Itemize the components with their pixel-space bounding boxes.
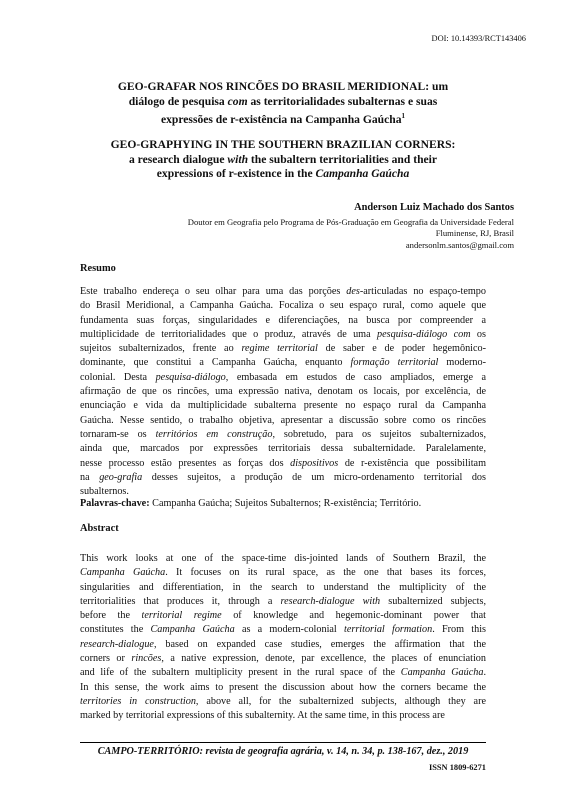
keywords-value: Campanha Gaúcha; Sujeitos Subalternos; R-existência; Território. bbox=[149, 498, 422, 509]
journal-citation: CAMPO-TERRITÓRIO: revista de geografia agrária, v. 14, n. 34, p. 138-167, dez., 2019 bbox=[97, 746, 469, 757]
keywords-label: Palavras-chave: bbox=[80, 498, 150, 509]
doi-label: DOI: 10.14393/RCT143406 bbox=[431, 34, 526, 43]
resumo-heading: Resumo bbox=[80, 263, 116, 274]
resumo-body bbox=[80, 285, 486, 499]
text-line: ainda que, marcados por expressões territoriais dessa subalternidade. Paralelamente, bbox=[80, 443, 486, 455]
text-line: marked by territorial expressions of this subalternity. At the same time, in this process are bbox=[80, 710, 445, 722]
text-line: fundamenta suas forças, singularidades e diferenciações, na busca por compreender a bbox=[80, 314, 486, 326]
text-line: corners or rincões, a native expression, denote, par excellence, the places of enunciation bbox=[80, 653, 486, 665]
text-line: territorialities that produces it, through a research-dialogue with subalternized subjects, bbox=[80, 595, 487, 607]
text-line: singularities and differentiation, in the search to understand the multiplicity of the bbox=[80, 581, 486, 593]
text-line: na geo-grafia desses sujeitos, a produção de um micro-ordenamento territorial dos bbox=[80, 471, 486, 483]
footer-rule bbox=[80, 742, 486, 743]
text-line: tornaram-se os territórios em construção, sobretudo, para os sujeitos subalternizados, bbox=[80, 428, 486, 440]
title-en-line-3: expressions of r-existence in the Campanha Gaúcha bbox=[156, 167, 410, 180]
author-block bbox=[188, 202, 514, 251]
text-line: Gaúcha. Nesse sentido, o trabalho objetiva, apresentar a discussão sobre como os rincões bbox=[80, 414, 486, 426]
keywords-line bbox=[80, 498, 421, 509]
text-line: colonial. Desta pesquisa-diálogo, embasada em estudos de caso ampliados, emerge a bbox=[80, 371, 486, 383]
title-english bbox=[60, 138, 506, 182]
title-pt-line-1: GEO-GRAFAR NOS RINCÕES DO BRASIL MERIDIONAL: um bbox=[117, 80, 449, 93]
abstract-heading: Abstract bbox=[80, 523, 119, 534]
title-en-line-1: GEO-GRAPHYING IN THE SOUTHERN BRAZILIAN CORNERS: bbox=[110, 138, 456, 151]
abstract-body bbox=[80, 552, 486, 724]
text-line: This work looks at one of the space-time dis-jointed lands of Southern Brazil, the bbox=[80, 553, 486, 564]
text-line: dominante, que constitui a Campanha Gaúcha, enquanto formação territorial moderno- bbox=[80, 357, 486, 369]
text-line: subalternos. bbox=[80, 486, 129, 498]
text-line: In this sense, the work aims to present the discussion about how the corners became the bbox=[80, 681, 486, 693]
author-affiliation-line-2: Fluminense, RJ, Brasil bbox=[435, 228, 514, 239]
text-line: before the territorial regime of knowledge and hegemonic-dominant power that bbox=[80, 610, 486, 622]
title-pt-line-3: expressões de r-existência na Campanha Gaúcha$^1$ bbox=[160, 112, 406, 126]
title-pt-line-2: diálogo de pesquisa com as territorialidades subalternas e suas bbox=[128, 94, 438, 108]
title-en-line-2: a research dialogue with the subaltern territorialities and their bbox=[128, 152, 438, 166]
text-line: sujeitos subalternizados, frente ao regime territorial de saber e de poder hegemônico- bbox=[80, 343, 486, 355]
text-line: Este trabalho endereça o seu olhar para uma das porções des-articuladas no espaço-tempo bbox=[80, 286, 486, 297]
author-affiliation-line-1: Doutor em Geografia pelo Programa de Pós-Graduação em Geografia da Universidade Federal bbox=[187, 216, 514, 227]
text-line: nesse processo estão presentes as forças dos dispositivos de r-existência que possibilitam bbox=[80, 457, 487, 469]
footnote-marker[interactable]: 1 bbox=[401, 112, 406, 120]
text-line: constitutes the Campanha Gaúcha as a modern-colonial territorial formation. From this bbox=[80, 624, 487, 636]
author-email[interactable]: andersonlm.santos@gmail.com bbox=[405, 239, 514, 250]
author-name: Anderson Luiz Machado dos Santos bbox=[354, 202, 514, 213]
text-line: multiplicidade de territorialidades que o produz, através de uma pesquisa-diálogo com os bbox=[80, 328, 486, 340]
text-line: Campanha Gaúcha. It focuses on its rural space, as the one that bases its forces, bbox=[80, 567, 486, 579]
text-line: enunciação e vida da multiplicidade subalterna presente no espaço rural da Campanha bbox=[80, 400, 486, 412]
text-line: and life of the subaltern multiplicity present in the rural space of the Campanha Gaúcha. bbox=[80, 667, 486, 679]
text-line: territories in construction, above all, for the subalternized subjects, although they are bbox=[80, 695, 486, 707]
issn-label: ISSN 1809-6271 bbox=[428, 763, 486, 772]
text-line: do Brasil Meridional, a Campanha Gaúcha. Focaliza o seu espaço rural, como aquele que bbox=[80, 300, 486, 312]
text-line: research-dialogue, based on expanded case studies, emerges the affirmation that the bbox=[80, 638, 486, 650]
title-portuguese bbox=[60, 80, 506, 127]
text-line: afirmação de que os rincões, uma expressão nativa, denotam os locais, por excelência, de bbox=[80, 386, 486, 398]
